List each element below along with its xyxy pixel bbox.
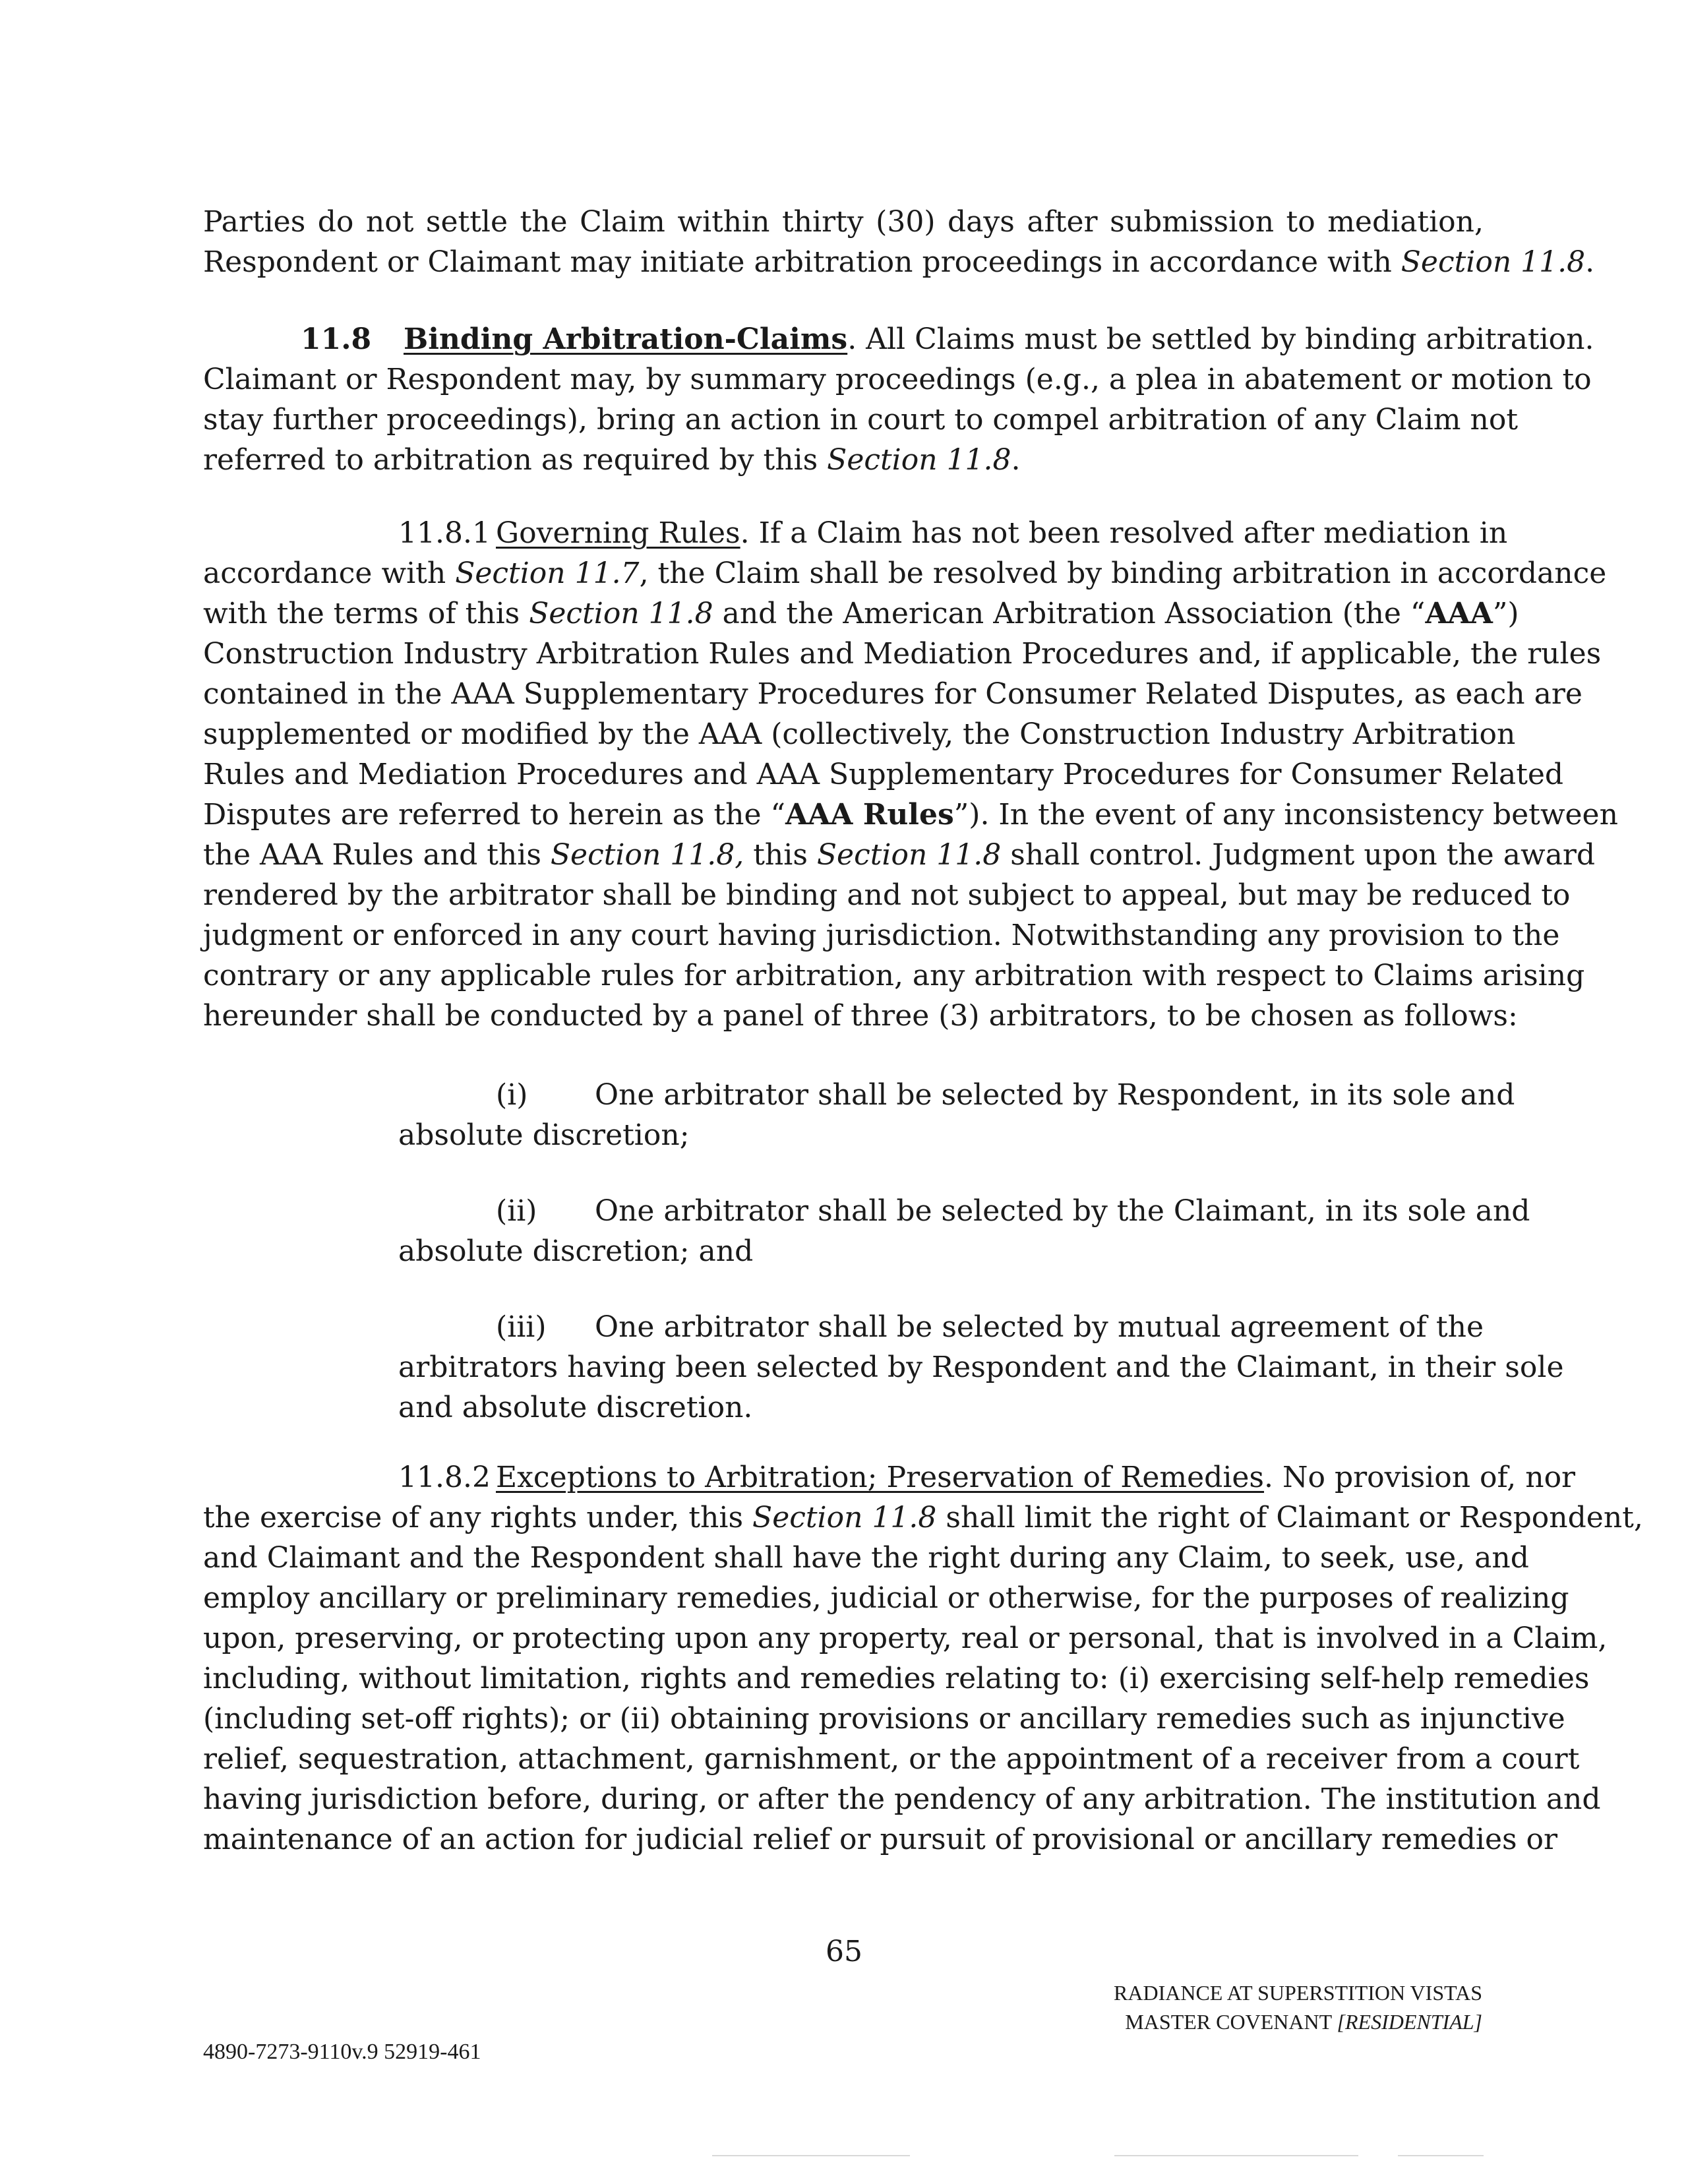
text-line: judgment or enforced in any court having jurisdiction. Notwithstanding any provision to the bbox=[203, 919, 1560, 952]
text-line: with the terms of this Section 11.8 and the American Arbitration Association (the “AAA”) bbox=[203, 597, 1519, 630]
text-line: including, without limitation, rights and remedies relating to: (i) exercising self-help remedies bbox=[203, 1662, 1590, 1695]
text-line: arbitrators having been selected by Respondent and the Claimant, in their sole bbox=[398, 1350, 1564, 1384]
footer-title-line: RADIANCE AT SUPERSTITION VISTAS bbox=[1114, 1981, 1482, 2005]
section-11-8 bbox=[203, 319, 1594, 480]
text-line: upon, preserving, or protecting upon any property, real or personal, that is involved in a Claim, bbox=[203, 1622, 1608, 1655]
text-line: Construction Industry Arbitration Rules and Mediation Procedures and, if applicable, the rules bbox=[203, 637, 1602, 671]
text-line: (ii) One arbitrator shall be selected by the Claimant, in its sole and bbox=[398, 1191, 1484, 1231]
text-line: and absolute discretion. bbox=[398, 1391, 753, 1424]
section-reference: Section 11.8 bbox=[752, 1501, 937, 1534]
text-line: maintenance of an action for judicial relief or pursuit of provisional or ancillary remedies or bbox=[203, 1823, 1558, 1856]
defined-term: AAA bbox=[1425, 597, 1493, 630]
scan-artifact bbox=[712, 2155, 910, 2156]
text-line: contained in the AAA Supplementary Procedures for Consumer Related Disputes, as each are bbox=[203, 677, 1582, 711]
document-title-footer bbox=[1114, 1978, 1482, 2036]
section-heading: Binding Arbitration-Claims bbox=[404, 322, 848, 356]
section-11-8-1 bbox=[203, 513, 1618, 1036]
list-item-number: (iii) bbox=[496, 1310, 547, 1344]
section-number: 11.8.1 bbox=[398, 516, 491, 550]
text-line: absolute discretion; and bbox=[398, 1234, 754, 1268]
defined-term: AAA Rules bbox=[785, 798, 954, 832]
section-reference: Section 11.8 bbox=[816, 838, 1002, 872]
text-line: (iii) One arbitrator shall be selected by mutual agreement of the bbox=[398, 1307, 1484, 1347]
text-line: the AAA Rules and this Section 11.8, this Section 11.8 shall control. Judgment upon the award bbox=[203, 838, 1596, 872]
text-line: (i) One arbitrator shall be selected by Respondent, in its sole and bbox=[398, 1075, 1484, 1115]
scan-artifact bbox=[1114, 2155, 1358, 2156]
paragraph-continuation bbox=[203, 202, 1595, 282]
section-heading: Governing Rules bbox=[496, 516, 740, 550]
text-line: hereunder shall be conducted by a panel of three (3) arbitrators, to be chosen as follows: bbox=[203, 999, 1518, 1033]
section-reference: Section 11.8, bbox=[550, 838, 744, 872]
section-number: 11.8 bbox=[301, 322, 372, 356]
text-line: Parties do not settle the Claim within thirty (30) days after submission to mediation, bbox=[203, 205, 1484, 239]
text-line: contrary or any applicable rules for arbitration, any arbitration with respect to Claims arising bbox=[203, 959, 1585, 992]
text-line: 11.8.2 Exceptions to Arbitration; Preservation of Remedies. No provision of, nor bbox=[203, 1457, 1484, 1498]
list-item bbox=[398, 1191, 1530, 1271]
text-line: Respondent or Claimant may initiate arbitration proceedings in accordance with Section 11.8. bbox=[203, 245, 1595, 279]
list-item-number: (i) bbox=[496, 1078, 528, 1112]
text-line: the exercise of any rights under, this Section 11.8 shall limit the right of Claimant or Respondent, bbox=[203, 1501, 1643, 1534]
text-line: absolute discretion; bbox=[398, 1118, 690, 1152]
text-line: supplemented or modified by the AAA (collectively, the Construction Industry Arbitration bbox=[203, 717, 1516, 751]
text-line: stay further proceedings), bring an action in court to compel arbitration of any Claim not bbox=[203, 403, 1519, 437]
document-id: 4890-7273-9110v.9 52919-461 bbox=[203, 2040, 481, 2064]
footer-title-line: MASTER COVENANT [RESIDENTIAL] bbox=[1125, 2010, 1482, 2034]
section-reference: Section 11.8 bbox=[1401, 245, 1586, 279]
text-line: employ ancillary or preliminary remedies, judicial or otherwise, for the purposes of realizing bbox=[203, 1581, 1569, 1615]
section-reference: Section 11.8 bbox=[827, 443, 1011, 477]
text-line: rendered by the arbitrator shall be binding and not subject to appeal, but may be reduced to bbox=[203, 878, 1571, 912]
page-number: 65 bbox=[826, 1935, 862, 1968]
section-number: 11.8.2 bbox=[398, 1461, 491, 1494]
section-reference: Section 11.7 bbox=[455, 557, 640, 590]
text-line: Claimant or Respondent may, by summary proceedings (e.g., a plea in abatement or motion to bbox=[203, 363, 1592, 396]
list-item bbox=[398, 1075, 1515, 1155]
text-line: (including set-off rights); or (ii) obtaining provisions or ancillary remedies such as injunctive bbox=[203, 1702, 1565, 1736]
text-line: Disputes are referred to herein as the “AAA Rules”). In the event of any inconsistency between bbox=[203, 798, 1618, 832]
section-heading: Exceptions to Arbitration; Preservation of Remedies bbox=[496, 1461, 1265, 1494]
text-line: accordance with Section 11.7, the Claim shall be resolved by binding arbitration in accordance bbox=[203, 557, 1607, 590]
scan-artifact bbox=[1398, 2155, 1484, 2156]
text-line: having jurisdiction before, during, or after the pendency of any arbitration. The institution and bbox=[203, 1782, 1601, 1816]
text-line: and Claimant and the Respondent shall have the right during any Claim, to seek, use, and bbox=[203, 1541, 1529, 1575]
text-line: 11.8.1 Governing Rules. If a Claim has not been resolved after mediation in bbox=[203, 513, 1484, 553]
text-line: 11.8 Binding Arbitration-Claims. All Claims must be settled by binding arbitration. bbox=[203, 319, 1484, 359]
text-line: relief, sequestration, attachment, garnishment, or the appointment of a receiver from a court bbox=[203, 1742, 1580, 1776]
list-item-number: (ii) bbox=[496, 1194, 537, 1228]
list-item bbox=[398, 1307, 1564, 1428]
section-11-8-2 bbox=[203, 1457, 1643, 1860]
section-reference: Section 11.8 bbox=[529, 597, 713, 630]
text-line: Rules and Mediation Procedures and AAA Supplementary Procedures for Consumer Related bbox=[203, 758, 1564, 791]
text-line: referred to arbitration as required by this Section 11.8. bbox=[203, 443, 1021, 477]
